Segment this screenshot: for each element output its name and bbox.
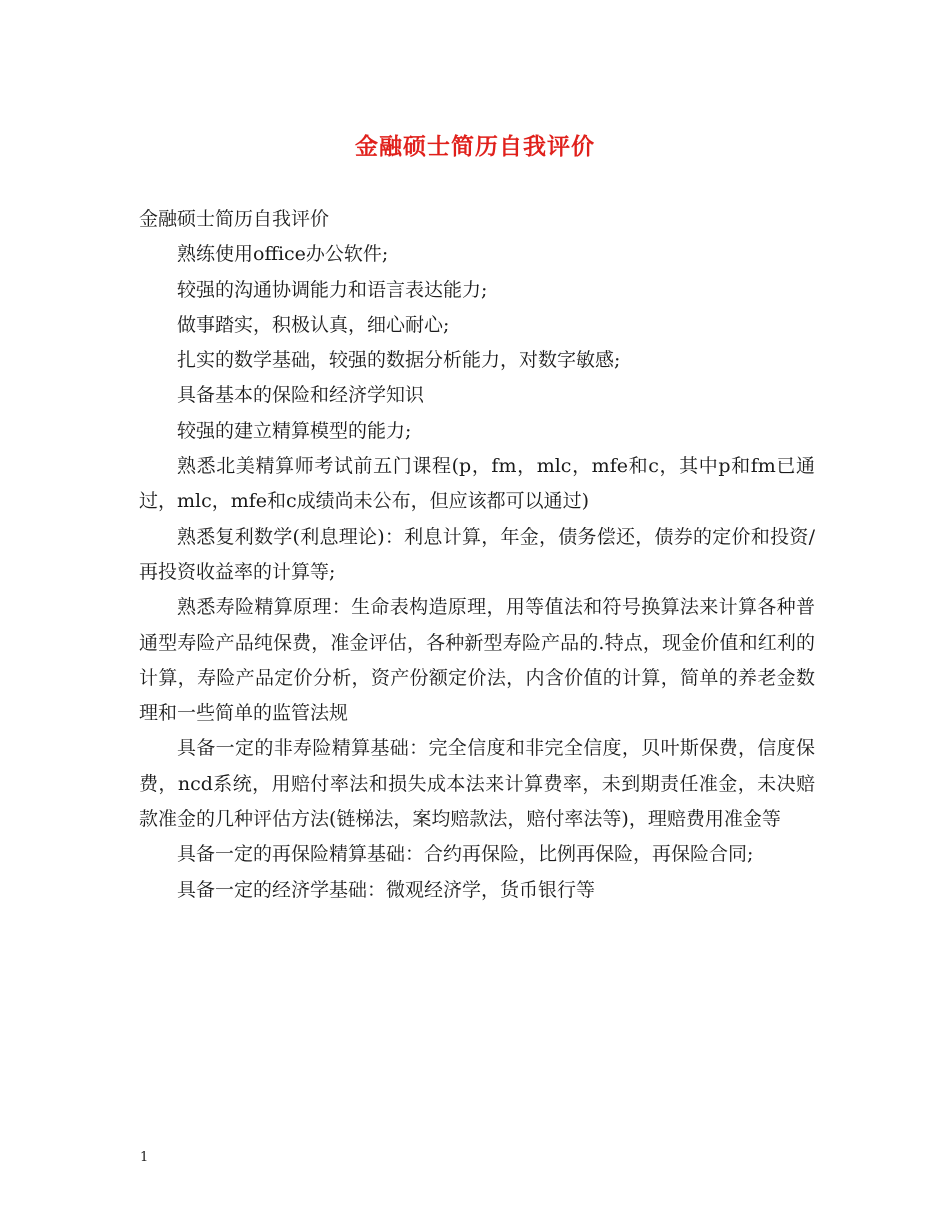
paragraph-heading: 金融硕士简历自我评价 bbox=[139, 208, 330, 230]
document-title: 金融硕士简历自我评价 bbox=[355, 134, 595, 160]
paragraph: 熟悉复利数学(利息理论)：利息计算，年金，债务偿还，债券的定价和投资/再投资收益率的计算等; bbox=[139, 525, 815, 583]
paragraph: 较强的沟通协调能力和语言表达能力; bbox=[177, 278, 488, 301]
paragraph: 熟练使用office办公软件; bbox=[177, 243, 389, 266]
paragraph: 具备基本的保险和经济学知识 bbox=[177, 384, 425, 407]
paragraph: 较强的建立精算模型的能力; bbox=[177, 419, 412, 442]
paragraph: 熟悉北美精算师考试前五门课程(p，fm，mlc，mfe和c，其中p和fm已通过，mlc，mfe和c成绩尚未公布，但应该都可以通过) bbox=[139, 455, 815, 513]
document-body bbox=[139, 202, 815, 908]
paragraph: 具备一定的非寿险精算基础：完全信度和非完全信度，贝叶斯保费，信度保费，ncd系统，用赔付率法和损失成本法来计算费率，未到期责任准金，未决赔款准金的几种评估方法(链梯法，案均赔款法，赔付率法等)，理赔费用准金等 bbox=[139, 737, 815, 831]
paragraph: 扎实的数学基础，较强的数据分析能力，对数字敏感; bbox=[177, 349, 621, 372]
paragraph: 熟悉寿险精算原理：生命表构造原理，用等值法和符号换算法来计算各种普通型寿险产品纯保费，准金评估，各种新型寿险产品的.特点，现金价值和红利的计算，寿险产品定价分析，资产份额定价法，内含价值的计算，简单的养老金数理和一些简单的监管法规 bbox=[139, 596, 815, 725]
paragraph: 具备一定的经济学基础：微观经济学，货币银行等 bbox=[177, 878, 596, 901]
paragraph: 做事踏实，积极认真，细心耐心; bbox=[177, 313, 450, 336]
paragraph: 具备一定的再保险精算基础：合约再保险，比例再保险，再保险合同; bbox=[177, 843, 754, 866]
page-number: 1 bbox=[140, 1150, 149, 1165]
